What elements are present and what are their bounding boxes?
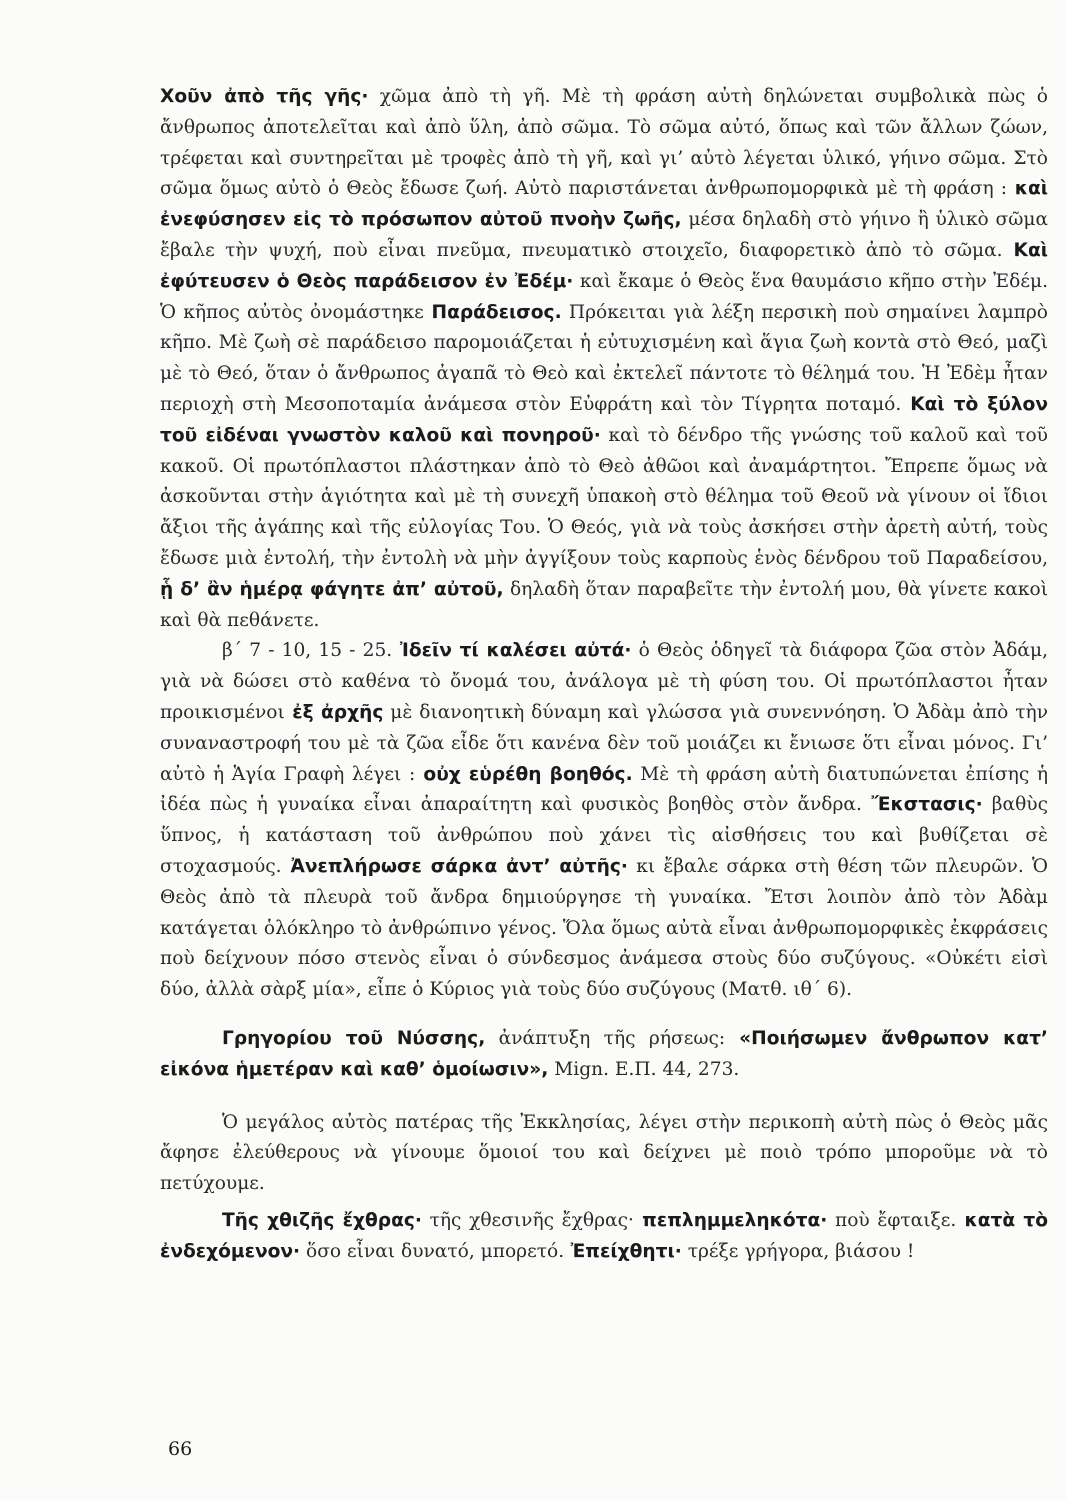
body-text: ὁ Θεὸς ὁδηγεῖ τὰ διάφορα ζῶα στὸν Ἀδάμ, γιὰ νὰ δώσει στὸ καθένα τὸ ὄνομά του, ἀνάλογα μὲ τὴ φύση του. Οἱ πρωτόπλαστοι ἦταν προικισμένοι: [160, 640, 1048, 723]
citation: Mign. Ε.Π. 44, 273.: [548, 1058, 740, 1080]
body-text: κι ἔβαλε σάρκα στὴ θέση τῶν πλευρῶν. Ὁ Θεὸς ἀπὸ τὰ πλευρὰ τοῦ ἄνδρα δημιούργησε τὴ γυναίκα. Ἔτσι λοιπὸν ἀπὸ τὸν Ἀδὰμ κατάγεται ὁλόκληρο τὸ ἀνθρώπινο γένος. Ὅλα ὅμως αὐτὰ εἶναι ἀνθρωπομορφικὲς ἐκφράσεις ποὺ δείχνουν πόσο στενὸς εἶναι ὁ σύνδεσμος ἀνάμεσα στοὺς δύο συζύγους. «Οὐκέτι εἰσὶ δύο, ἀλλὰ σὰρξ μία», εἶπε ὁ Κύριος γιὰ τοὺς δύο συζύγους (Ματθ. ιθ΄ 6).: [160, 855, 1048, 1001]
body-text: μὲ διανοητικὴ δύναμη καὶ γλώσσα γιὰ συνεννόηση. Ὁ Ἀδὰμ ἀπὸ τὴν συναναστροφή του μὲ τὰ ζῶα εἶδε ὅτι κανένα δὲν τοῦ μοιάζει κι ἔνιωσε ὅτι εἶναι μόνος. Γι’ αὐτὸ ἡ Ἁγία Γραφὴ λέγει :: [160, 701, 1048, 785]
term-heading: Ἰδεῖν τί καλέσει αὐτά·: [392, 640, 632, 662]
body-text: Πρόκειται γιὰ λέξη περσικὴ ποὺ σημαίνει λαμπρὸ κῆπο. Μὲ ζωὴ σὲ παράδεισο παρομοιάζεται ἡ εὐτυχισμένη καὶ ἅγια ζωὴ κοντὰ στὸ Θεό, μαζὶ μὲ τὸ Θεό, ὅταν ὁ ἄνθρωπος ἀγαπᾶ τὸ Θεὸ καὶ ἐκτελεῖ πάντοτε τὸ θέλημά του. Ἡ Ἐδὲμ ἦταν περιοχὴ στὴ Μεσοποταμία ἀνάμεσα στὸν Εὐφράτη καὶ τὸν Τίγρητα ποταμό.: [160, 301, 1049, 415]
verse-reference: β΄ 7 - 10, 15 - 25.: [222, 640, 393, 662]
body-text: τρέξε γρήγορα, βιάσου !: [681, 1240, 915, 1262]
glossary-paragraph: [160, 1206, 1048, 1268]
term-heading: Χοῦν ἀπὸ τῆς γῆς·: [160, 86, 369, 107]
body-text: καὶ ἔκαμε ὁ Θεὸς ἕνα θαυμάσιο κῆπο στὴν Ἐδέμ. Ὁ κῆπος αὐτὸς ὀνομάστηκε: [160, 270, 1048, 323]
body-text: βαθὺς ὕπνος, ἡ κατάσταση τοῦ ἀνθρώπου ποὺ χάνει τὶς αἰσθήσεις του καὶ βυθίζεται σὲ στοχασμούς.: [160, 794, 1048, 877]
page-number: 66: [168, 1438, 193, 1460]
term-heading: Καὶ ἐφύτευσεν ὁ Θεὸς παράδεισον ἐν Ἐδέμ·: [160, 239, 1048, 292]
term-heading: Ἔκστασις·: [861, 794, 983, 816]
body-text: δηλαδὴ ὅταν παραβεῖτε τὴν ἐντολή μου, θὰ γίνετε κακοὶ καὶ θὰ πεθάνετε.: [160, 578, 1048, 631]
term-heading: κατὰ τὸ ἐνδεχόμενον·: [160, 1209, 1048, 1262]
page-body: [160, 82, 1048, 1267]
body-text: ἀνάπτυξη τῆς ρήσεως:: [485, 1027, 726, 1049]
body-text: μέσα δηλαδὴ στὸ γήινο ἢ ὑλικὸ σῶμα ἔβαλε τὴν ψυχή, ποὺ εἶναι πνεῦμα, πνευματικὸ στοιχεῖο, διαφορετικὸ ἀπὸ τὸ σῶμα.: [160, 209, 1049, 261]
body-text: χῶμα ἀπὸ τὴ γῆ. Μὲ τὴ φράση αὐτὴ δηλώνεται συμβολικὰ πὼς ὁ ἄνθρωπος ἀποτελεῖται καὶ ἀπὸ ὕλη, ἀπὸ σῶμα. Τὸ σῶμα αὐτό, ὅπως καὶ τῶν ἄλλων ζώων, τρέφεται καὶ συντηρεῖται μὲ τροφὲς ἀπὸ τὴ γῆ, καὶ γι’ αὐτὸ λέγεται ὑλικό, γήινο σῶμα. Στὸ σῶμα ὅμως αὐτὸ ὁ Θεὸς ἔδωσε ζωή. Αὐτὸ παριστάνεται ἀνθρωπομορφικὰ μὲ τὴ φράση :: [160, 86, 1048, 200]
term-heading: Ἀνεπλήρωσε σάρκα ἀντ’ αὐτῆς·: [281, 855, 628, 877]
body-text: Ὁ μεγάλος αὐτὸς πατέρας τῆς Ἐκκλησίας, λέγει στὴν περικοπὴ αὐτὴ πὼς ὁ Θεὸς μᾶς ἄφησε ἐλεύθερους νὰ γίνουμε ὅμοιοί του καὶ δείχνει μὲ ποιὸ τρόπο μποροῦμε νὰ τὸ πετύχουμε.: [160, 1111, 1048, 1195]
intro-paragraph: [160, 1108, 1048, 1200]
term-heading: ἐξ ἀρχῆς: [284, 701, 384, 723]
term-heading: Παράδεισος.: [423, 301, 562, 323]
term-heading: οὐχ εὑρέθη βοηθός.: [415, 763, 633, 785]
term-heading: Ἐπείχθητι·: [564, 1240, 682, 1262]
term-heading: ᾗ δ’ ἂν ἡμέρᾳ φάγητε ἀπ’ αὐτοῦ,: [160, 578, 504, 600]
body-text: ὅσο εἶναι δυνατό, μπορετό.: [300, 1240, 565, 1262]
body-text: τῆς χθεσινῆς ἔχθρας·: [421, 1209, 634, 1231]
section-title: «Ποιήσωμεν ἄνθρωπον κατ’ εἰκόνα ἡμετέραν καὶ καθ’ ὁμοίωσιν»,: [160, 1027, 1048, 1080]
term-heading: καὶ ἐνεφύσησεν εἰς τὸ πρόσωπον αὐτοῦ πνοὴν ζωῆς,: [160, 178, 1048, 231]
term-heading: Καὶ τὸ ξύλον τοῦ εἰδέναι γνωστὸν καλοῦ καὶ πονηροῦ·: [160, 393, 1048, 446]
body-text: ποὺ ἔφταιξε.: [827, 1209, 957, 1231]
commentary-paragraph-verses: [160, 636, 1048, 1006]
section-heading-gregory-of-nyssa: [160, 1024, 1048, 1086]
commentary-paragraph-genesis-2: [160, 82, 1048, 636]
term-heading: πεπλημμεληκότα·: [633, 1209, 828, 1231]
section-author: Γρηγορίου τοῦ Νύσσης,: [222, 1027, 486, 1049]
body-text: Μὲ τὴ φράση αὐτὴ διατυπώνεται ἐπίσης ἡ ἰδέα πὼς ἡ γυναίκα εἶναι ἀπαραίτητη καὶ φυσικὸς βοηθὸς στὸν ἄνδρα.: [160, 763, 1048, 816]
body-text: καὶ τὸ δένδρο τῆς γνώσης τοῦ καλοῦ καὶ τοῦ κακοῦ. Οἱ πρωτόπλαστοι πλάστηκαν ἀπὸ τὸ Θεὸ ἀθῶοι καὶ ἀναμάρτητοι. Ἔπρεπε ὅμως νὰ ἀσκοῦνται στὴν ἁγιότητα καὶ μὲ τὴ συνεχῆ ὑπακοὴ στὸ θέλημα τοῦ Θεοῦ νὰ γίνουν οἱ ἴδιοι ἄξιοι τῆς ἀγάπης καὶ τῆς εὐλογίας Του. Ὁ Θεός, γιὰ νὰ τοὺς ἀσκήσει στὴν ἀρετὴ αὐτή, τοὺς ἔδωσε μιὰ ἐντολή, τὴν ἐντολὴ νὰ μὴν ἀγγίξουν τοὺς καρποὺς ἑνὸς δένδρου τοῦ Παραδείσου,: [160, 424, 1048, 569]
term-heading: Τῆς χθιζῆς ἔχθρας·: [222, 1209, 422, 1231]
